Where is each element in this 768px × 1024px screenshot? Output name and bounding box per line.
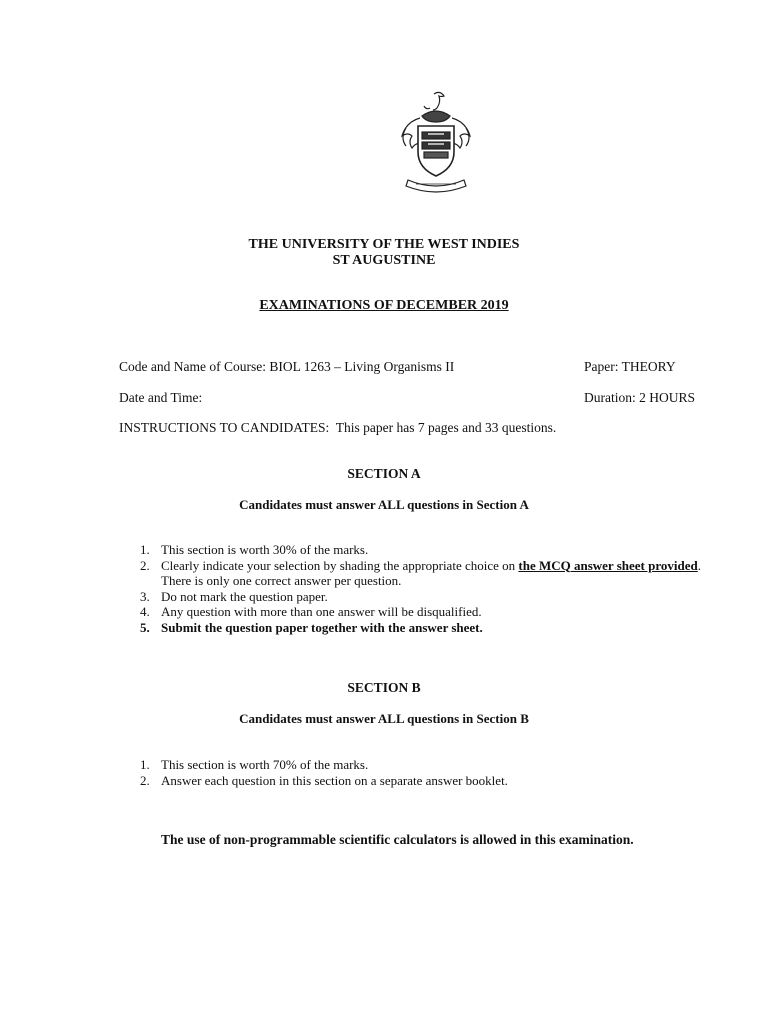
- course-label: Code and Name of Course:: [119, 359, 266, 374]
- section-b-instructions: [137, 757, 757, 788]
- paper-line: [584, 359, 676, 375]
- paper-value: THEORY: [621, 359, 676, 374]
- date-label: Date and Time:: [119, 390, 203, 405]
- instructions-label: INSTRUCTIONS TO CANDIDATES:: [119, 420, 330, 435]
- section-b-subtitle: Candidates must answer ALL questions in Section B: [239, 711, 529, 726]
- section-a-title: SECTION A: [347, 466, 421, 481]
- section-a-subtitle: Candidates must answer ALL questions in Section A: [239, 497, 529, 512]
- duration-label: Duration:: [584, 390, 636, 405]
- paper-label: Paper:: [584, 359, 619, 374]
- duration-line: [584, 390, 695, 406]
- campus-name: ST AUGUSTINE: [332, 253, 436, 268]
- list-item: 2. Answer each question in this section on a separate answer booklet.: [140, 772, 508, 788]
- calculator-note: The use of non-programmable scientific calculators is allowed in this examination.: [161, 832, 634, 847]
- course-line: [119, 359, 454, 375]
- section-b-title: SECTION B: [347, 680, 421, 695]
- university-heading: [0, 237, 768, 269]
- list-item: 2. Clearly indicate your selection by shading the appropriate choice on the MCQ answer sheet provided. There is only one correct answer per question.: [140, 557, 701, 588]
- exam-title: EXAMINATIONS OF DECEMBER 2019: [259, 298, 509, 313]
- university-crest-logo: [394, 88, 478, 196]
- duration-value: 2 HOURS: [639, 390, 696, 405]
- mcq-sheet-emphasis: the MCQ answer sheet provided: [518, 557, 698, 573]
- instructions-line: [119, 420, 556, 436]
- course-value: BIOL 1263 – Living Organisms II: [269, 359, 455, 374]
- instructions-text: This paper has 7 pages and 33 questions.: [335, 420, 557, 435]
- list-item: 1. This section is worth 70% of the marks.: [140, 757, 369, 772]
- list-item: 4. Any question with more than one answer will be disqualified.: [140, 604, 482, 619]
- section-a-instructions: [137, 542, 757, 635]
- list-item: 5. Submit the question paper together with the answer sheet.: [140, 619, 483, 635]
- list-item: 3. Do not mark the question paper.: [140, 588, 328, 604]
- list-item: 1. This section is worth 30% of the marks.: [140, 542, 369, 557]
- university-name: THE UNIVERSITY OF THE WEST INDIES: [248, 237, 520, 252]
